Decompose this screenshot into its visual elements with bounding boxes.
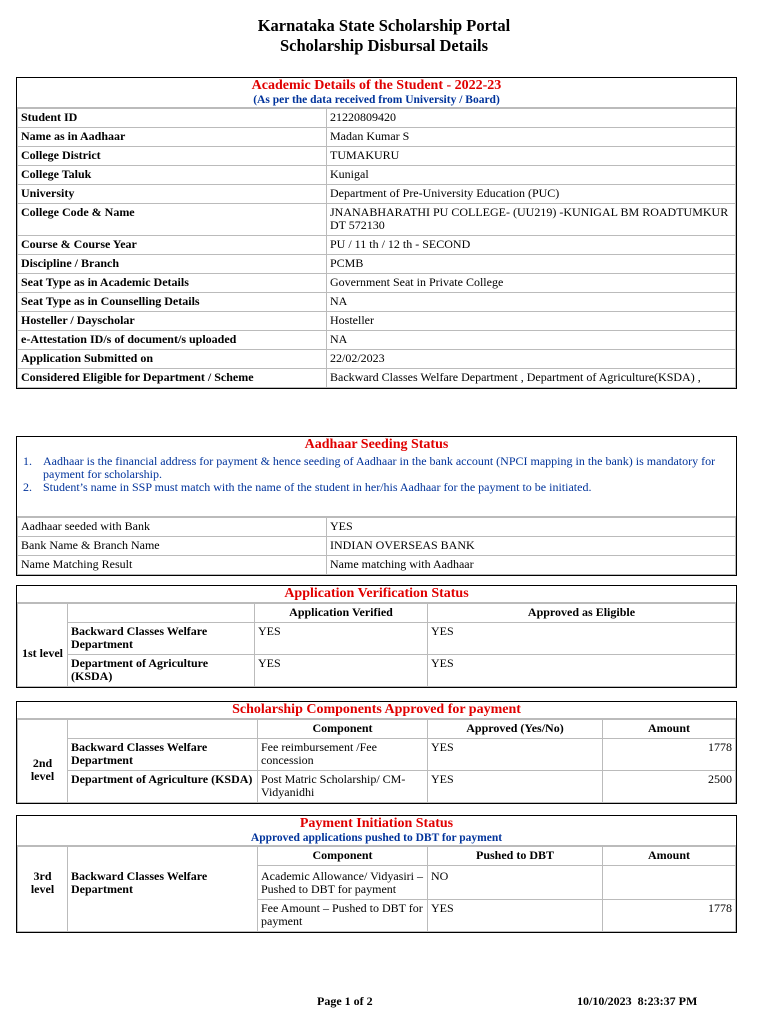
table-row (18, 556, 736, 575)
row-label: Name as in Aadhaar (18, 128, 327, 147)
row-label: College District (18, 147, 327, 166)
row-label: Seat Type as in Counselling Details (18, 293, 327, 312)
dept-name: Backward Classes Welfare Department (68, 866, 258, 932)
component-name: Academic Allowance/ Vidyasiri – Pushed to DBT for payment (258, 866, 428, 900)
row-label: Name Matching Result (18, 556, 327, 575)
table-row (18, 537, 736, 556)
row-label: College Code & Name (18, 204, 327, 236)
col-approved-eligible: Approved as Eligible (428, 604, 736, 623)
amount-value (603, 866, 736, 900)
approved-value: YES (428, 623, 736, 655)
row-value: NA (327, 293, 736, 312)
row-value: 22/02/2023 (327, 350, 736, 369)
table-row (18, 518, 736, 537)
approved-value: YES (428, 771, 603, 803)
row-value: Hosteller (327, 312, 736, 331)
col-approved: Approved (Yes/No) (428, 720, 603, 739)
dept-name: Backward Classes Welfare Department (68, 739, 258, 771)
aadhaar-title: Aadhaar Seeding Status (304, 437, 449, 452)
verified-value: YES (255, 655, 428, 687)
row-value: NA (327, 331, 736, 350)
col-component: Component (258, 720, 428, 739)
aadhaar-notes (17, 453, 736, 517)
payment-subtitle: Approved applications pushed to DBT for payment (250, 832, 503, 844)
components-section (16, 701, 737, 804)
table-row (18, 293, 736, 312)
row-value: PU / 11 th / 12 th - SECOND (327, 236, 736, 255)
payment-table (17, 846, 736, 932)
row-label: Seat Type as in Academic Details (18, 274, 327, 293)
row-label: Student ID (18, 109, 327, 128)
col-component: Component (258, 847, 428, 866)
row-value: YES (327, 518, 736, 537)
row-label: Discipline / Branch (18, 255, 327, 274)
table-header-row (18, 720, 736, 739)
portal-title: Karnataka State Scholarship Portal (257, 16, 511, 35)
table-row (18, 369, 736, 388)
row-value: Kunigal (327, 166, 736, 185)
row-value: 21220809420 (327, 109, 736, 128)
pushed-value: NO (428, 866, 603, 900)
amount-value: 2500 (603, 771, 736, 803)
table-row (18, 331, 736, 350)
row-label: Considered Eligible for Department / Scheme (18, 369, 327, 388)
table-row (18, 866, 736, 900)
row-label: College Taluk (18, 166, 327, 185)
table-row (18, 771, 736, 803)
payment-header (17, 816, 736, 846)
col-amount: Amount (603, 720, 736, 739)
aadhaar-seeding-section (16, 436, 737, 576)
row-label: University (18, 185, 327, 204)
table-row (18, 109, 736, 128)
col-amount: Amount (603, 847, 736, 866)
table-row (18, 255, 736, 274)
table-row (18, 236, 736, 255)
row-value: Name matching with Aadhaar (327, 556, 736, 575)
row-label: Application Submitted on (18, 350, 327, 369)
table-header-row (18, 847, 736, 866)
component-name: Fee Amount – Pushed to DBT for payment (258, 900, 428, 932)
level-label: 1st level (18, 623, 68, 687)
table-row (18, 655, 736, 687)
verification-table (17, 603, 736, 687)
approved-value: YES (428, 655, 736, 687)
table-row (18, 185, 736, 204)
verification-section (16, 585, 737, 688)
level-label: 3rd level (18, 866, 68, 932)
academic-subtitle: (As per the data received from University / Board) (253, 94, 500, 106)
table-row (18, 312, 736, 331)
component-name: Fee reimbursement /Fee concession (258, 739, 428, 771)
row-label: Aadhaar seeded with Bank (18, 518, 327, 537)
aadhaar-note-1: 1. Aadhaar is the financial address for payment & hence seeding of Aadhaar in the bank account (NPCI mapping in the bank) is mandatory for payment for scholarship. (23, 454, 716, 481)
row-label: Course & Course Year (18, 236, 327, 255)
row-value: Backward Classes Welfare Department , Department of Agriculture(KSDA) , (327, 369, 736, 388)
row-value: TUMAKURU (327, 147, 736, 166)
col-pushed: Pushed to DBT (428, 847, 603, 866)
table-row (18, 147, 736, 166)
level-label: 2nd level (18, 739, 68, 803)
dept-name: Department of Agriculture (KSDA) (68, 771, 258, 803)
components-title: Scholarship Components Approved for payment (17, 702, 736, 719)
row-label: Bank Name & Branch Name (18, 537, 327, 556)
aadhaar-note-2: 2. Student’s name in SSP must match with the name of the student in her/his Aadhaar for the payment to be initiated. (23, 480, 592, 494)
row-label: e-Attestation ID/s of document/s uploaded (18, 331, 327, 350)
academic-details-section (16, 77, 737, 389)
component-name: Post Matric Scholarship/ CM-Vidyanidhi (258, 771, 428, 803)
row-label: Hosteller / Dayscholar (18, 312, 327, 331)
academic-title: Academic Details of the Student - 2022-23 (251, 78, 502, 93)
row-value: INDIAN OVERSEAS BANK (327, 537, 736, 556)
page-number: Page 1 of 2 (317, 994, 373, 1008)
row-value: PCMB (327, 255, 736, 274)
table-row (18, 274, 736, 293)
verification-title: Application Verification Status (17, 586, 736, 603)
payment-section (16, 815, 737, 933)
row-value: JNANABHARATHI PU COLLEGE- (UU219) -KUNIGAL BM ROADTUMKUR DT 572130 (327, 204, 736, 236)
verified-value: YES (255, 623, 428, 655)
row-value: Government Seat in Private College (327, 274, 736, 293)
academic-details-table (17, 108, 736, 388)
payment-title: Payment Initiation Status (299, 816, 454, 831)
table-row (18, 128, 736, 147)
dept-name: Department of Agriculture (KSDA) (68, 655, 255, 687)
col-application-verified: Application Verified (255, 604, 428, 623)
approved-value: YES (428, 739, 603, 771)
amount-value: 1778 (603, 739, 736, 771)
table-row (18, 350, 736, 369)
table-header-row (18, 604, 736, 623)
table-row (18, 204, 736, 236)
print-timestamp: 10/10/2023 8:23:37 PM (577, 994, 698, 1008)
aadhaar-table (17, 517, 736, 575)
table-row (18, 623, 736, 655)
row-value: Madan Kumar S (327, 128, 736, 147)
table-row (18, 166, 736, 185)
amount-value: 1778 (603, 900, 736, 932)
row-value: Department of Pre-University Education (PUC) (327, 185, 736, 204)
table-row (18, 739, 736, 771)
pushed-value: YES (428, 900, 603, 932)
page-subtitle: Scholarship Disbursal Details (279, 36, 489, 55)
components-table (17, 719, 736, 803)
academic-details-header (17, 78, 736, 108)
dept-name: Backward Classes Welfare Department (68, 623, 255, 655)
